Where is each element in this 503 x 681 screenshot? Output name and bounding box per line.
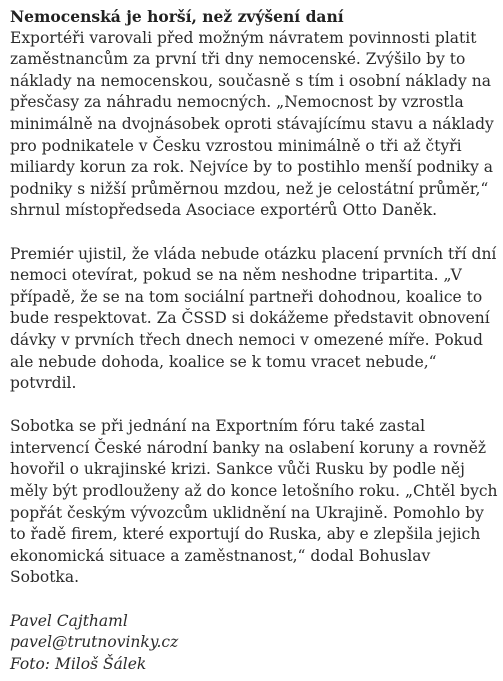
- article: [10, 6, 498, 675]
- article-headline: Nemocenská je horší, než zvýšení daní: [10, 7, 344, 26]
- article-paragraph: Premiér ujistil, že vláda nebude otázku placení prvních tří dní nemoci otevírat, pokud se na něm neshodne tripartita. „V případě, že se na tom sociální partneři dohodnou, koalice to bude respektovat. Za ČSSD si dokážeme představit obnovení dávky v prvních třech dnech nemoci v omezené míře. Pokud ale nebude dohoda, koalice se k tomu vracet nebude,“ potvrdil.: [10, 244, 497, 393]
- article-paragraph: Exportéři varovali před možným návratem povinnosti platit zaměstnancům za první tři dny nemocenské. Zvýšilo by to náklady na nemocenskou, současně s tím i osobní náklady na přesčasy za náhradu nemocných. „Nemocnost by vzrostla minimálně na dvojnásobek oproti stávajícímu stavu a náklady pro podnikatele v Česku vzrostou minimálně o tři až čtyři miliardy korun za rok. Nejvíce by to postihlo menší podniky a podniky s nižší průměrnou mzdou, než je celostátní průměr,“ shrnul místopředseda Asociace exportérů Otto Daněk.: [10, 28, 494, 220]
- author-email: pavel@trutnovinky.cz: [10, 633, 179, 652]
- photo-credit: Foto: Miloš Šálek: [10, 654, 147, 673]
- author-name: Pavel Cajthaml: [10, 611, 128, 630]
- article-byline: [10, 611, 498, 676]
- article-paragraph: Sobotka se při jednání na Exportním fóru také zastal intervencí České národní banky na oslabení koruny a rovněž hovořil o ukrajinské krizi. Sankce vůči Rusku by podle něj měly být prodlouženy až do konce letošního roku. „Chtěl bych popřát českým vývozcům uklidnění na Ukrajině. Pomohlo by to řadě firem, které exportují do Ruska, aby e zlepšila jejich ekonomická situace a zaměstnanost,“ dodal Bohuslav Sobotka.: [10, 417, 498, 587]
